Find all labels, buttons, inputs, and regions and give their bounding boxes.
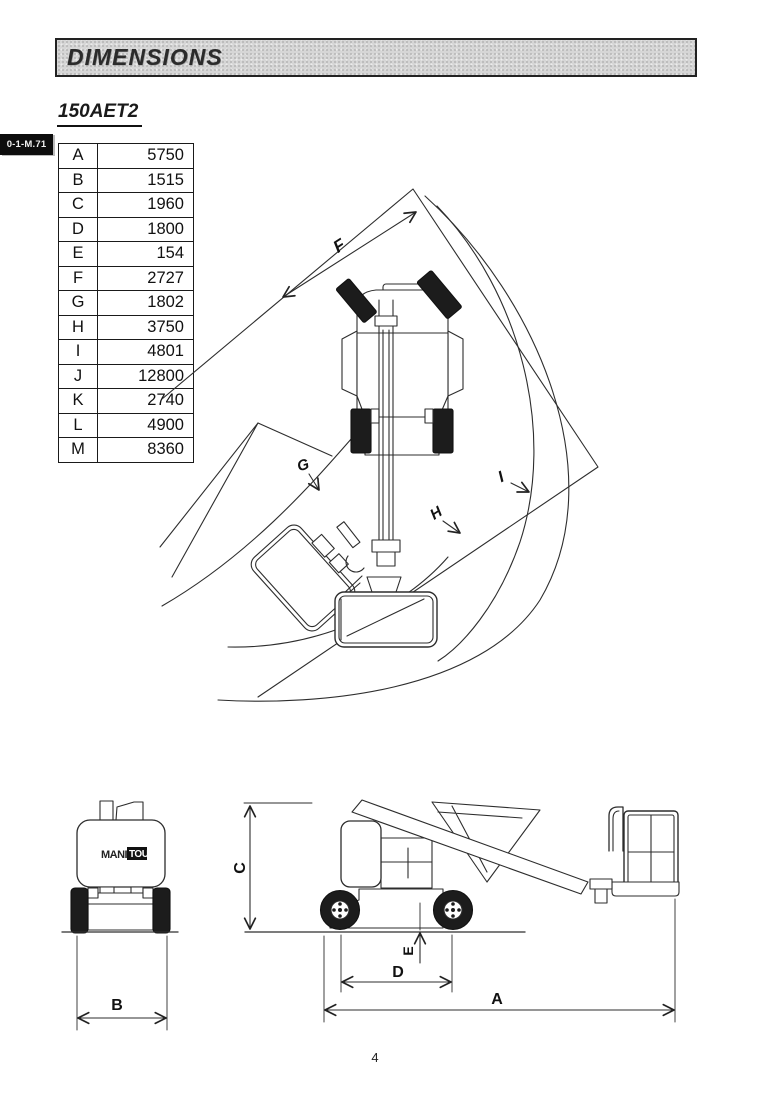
dim-letter: G bbox=[59, 291, 98, 316]
dim-value: 3750 bbox=[98, 315, 194, 340]
dim-value: 154 bbox=[98, 242, 194, 267]
dim-label-d: D bbox=[392, 964, 404, 981]
dim-value: 5750 bbox=[98, 144, 194, 169]
dim-letter: K bbox=[59, 389, 98, 414]
front-view-drawing bbox=[62, 801, 178, 1030]
section-title: DIMENSIONS bbox=[67, 44, 223, 70]
dim-label-i: I bbox=[495, 468, 507, 487]
dim-label-h: H bbox=[427, 503, 446, 524]
dim-value: 2727 bbox=[98, 266, 194, 291]
dim-value: 1515 bbox=[98, 168, 194, 193]
dim-letter: I bbox=[59, 340, 98, 365]
page-number: 4 bbox=[371, 1050, 379, 1065]
dim-letter: E bbox=[59, 242, 98, 267]
dim-letter: F bbox=[59, 266, 98, 291]
dim-value: 1960 bbox=[98, 193, 194, 218]
dim-value: 4801 bbox=[98, 340, 194, 365]
dim-label-g: G bbox=[294, 455, 312, 476]
top-view-drawing bbox=[160, 189, 598, 701]
side-view-drawing bbox=[232, 800, 679, 1022]
logo-text-right: TOU bbox=[129, 849, 149, 860]
dim-value: 4900 bbox=[98, 413, 194, 438]
dim-letter: B bbox=[59, 168, 98, 193]
dim-letter: D bbox=[59, 217, 98, 242]
dim-value: 2740 bbox=[98, 389, 194, 414]
dim-value: 12800 bbox=[98, 364, 194, 389]
dim-label-b: B bbox=[111, 997, 123, 1014]
dim-letter: H bbox=[59, 315, 98, 340]
model-title: 150AET2 bbox=[57, 101, 142, 127]
dim-value: 1800 bbox=[98, 217, 194, 242]
dim-letter: J bbox=[59, 364, 98, 389]
dim-label-c: C bbox=[232, 862, 249, 874]
logo-text-left: MANI bbox=[101, 849, 128, 861]
dim-label-a: A bbox=[491, 991, 503, 1008]
dim-letter: A bbox=[59, 144, 98, 169]
doc-ref-badge: 0-1-M.71 bbox=[0, 134, 53, 155]
dim-value: 1802 bbox=[98, 291, 194, 316]
dim-label-e: E bbox=[400, 946, 416, 956]
dim-label-f: F bbox=[329, 234, 349, 257]
dim-letter: L bbox=[59, 413, 98, 438]
dim-value: 8360 bbox=[98, 438, 194, 463]
dim-letter: M bbox=[59, 438, 98, 463]
dim-letter: C bbox=[59, 193, 98, 218]
